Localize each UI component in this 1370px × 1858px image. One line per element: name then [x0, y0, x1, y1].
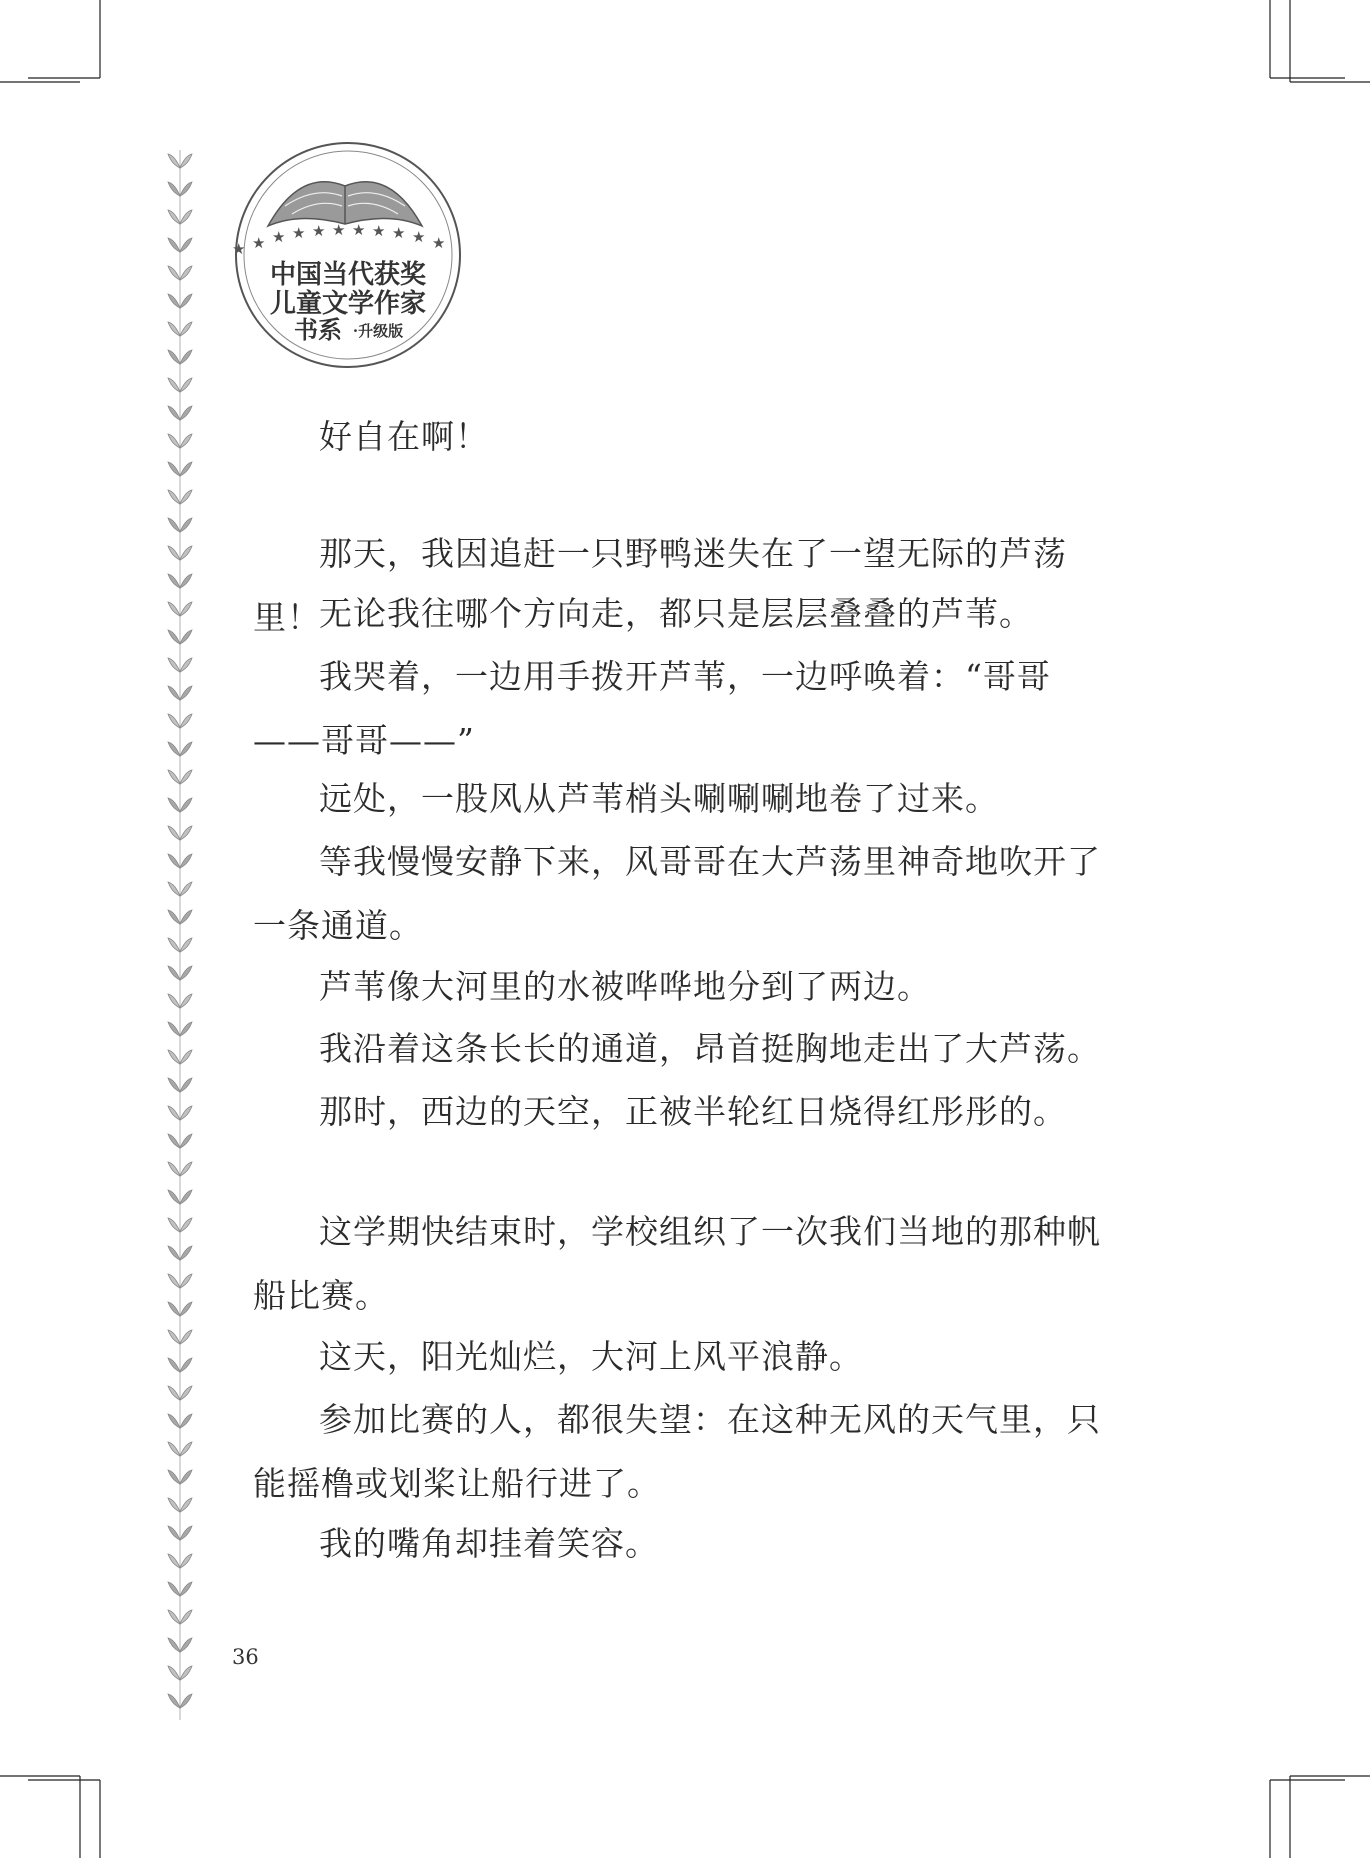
paragraph: 我的嘴角却挂着笑容。: [319, 1524, 659, 1563]
paragraph: 参加比赛的人，都很失望：在这种无风的天气里，只能摇橹或划桨让船行进了。: [253, 1400, 1101, 1503]
svg-text:★: ★: [232, 240, 246, 258]
seal-line-3: 书系: [294, 315, 342, 344]
seal-line-1: 中国当代获奖: [269, 260, 427, 290]
paragraph: 那时，西边的天空，正被半轮红日烧得红彤彤的。: [319, 1092, 1067, 1131]
paragraph: 这天，阳光灿烂，大河上风平浪静。: [319, 1337, 863, 1376]
svg-text:★: ★: [272, 228, 286, 246]
paragraph: 那天，我因追赶一只野鸭迷失在了一望无际的芦荡里！: [253, 534, 1067, 637]
star-row: [232, 221, 445, 258]
svg-text:★: ★: [412, 228, 426, 246]
svg-text:★: ★: [372, 222, 386, 240]
svg-text:★: ★: [352, 221, 366, 239]
paragraph: 芦苇像大河里的水被哗哗地分到了两边。: [319, 967, 931, 1006]
page-number: 36: [232, 1645, 259, 1669]
paragraph: 我沿着这条长长的通道，昂首挺胸地走出了大芦荡。: [319, 1029, 1101, 1068]
svg-text:★: ★: [292, 224, 306, 242]
paragraph: 等我慢慢安静下来，风哥哥在大芦荡里神奇地吹开了一条通道。: [253, 842, 1101, 945]
svg-text:★: ★: [252, 234, 266, 252]
paragraph: 我哭着，一边用手拨开芦苇，一边呼唤着：“哥哥——哥哥——”: [253, 657, 1051, 760]
open-book-icon: [268, 182, 422, 226]
svg-text:★: ★: [312, 222, 326, 240]
seal-edition: ·升级版: [352, 322, 404, 340]
paragraph: 好自在啊！: [319, 417, 489, 456]
paragraph: 远处，一股风从芦苇梢头唰唰唰地卷了过来。: [319, 779, 999, 818]
svg-text:★: ★: [332, 221, 346, 239]
paragraph: 无论我往哪个方向走，都只是层层叠叠的芦苇。: [319, 594, 1033, 633]
svg-text:★: ★: [392, 224, 406, 242]
paragraph: 这学期快结束时，学校组织了一次我们当地的那种帆船比赛。: [253, 1212, 1101, 1315]
svg-text:★: ★: [432, 234, 446, 252]
seal-line-2: 儿童文学作家: [269, 289, 427, 319]
